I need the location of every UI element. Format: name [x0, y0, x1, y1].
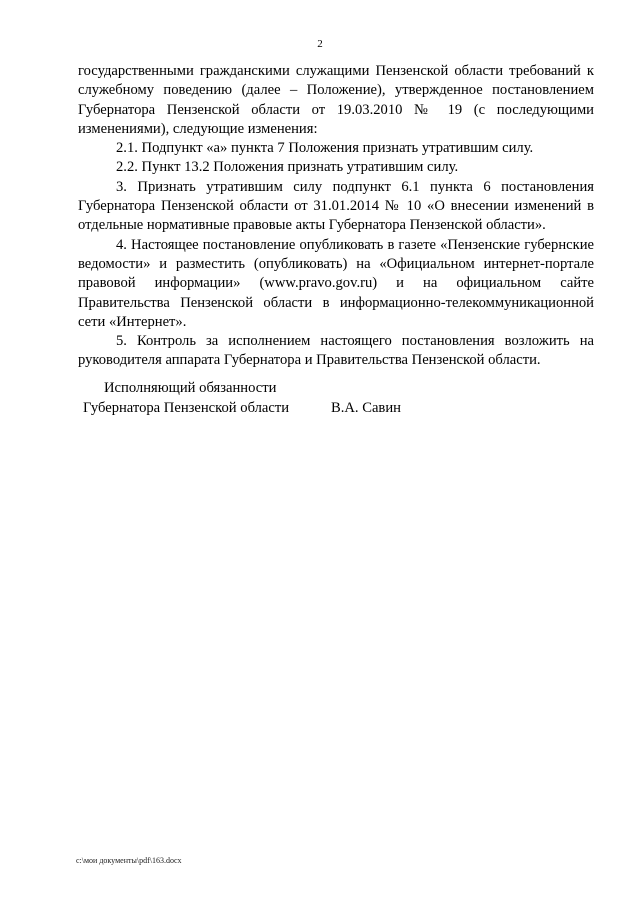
- page-number: 2: [317, 38, 323, 50]
- document-body: [78, 62, 594, 371]
- paragraph-2-1: 2.1. Подпункт «а» пункта 7 Положения признать утратившим силу.: [116, 140, 534, 157]
- footer-file-path: c:\мои документы\pdf\163.docx: [76, 856, 182, 865]
- signature-title-line2: Губернатора Пензенской области: [83, 400, 290, 416]
- paragraph-5: 5. Контроль за исполнением настоящего постановления возложить на руководителя аппарата Губернатора и Правительства Пензенской области.: [78, 333, 594, 369]
- paragraph-4: 4. Настоящее постановление опубликовать в газете «Пензенские губернские ведомости» и разместить (опубликовать) на «Официальном интернет-портале правовой информации» (www.pravo.gov.ru) и на официальном сайте Правительства Пензенской области в информационно-телекоммуникационной сети «Интернет».: [78, 236, 594, 330]
- paragraph-intro: государственными гражданскими служащими Пензенской области требований к служебному поведению (далее – Положение), утвержденное постановлением Губернатора Пензенской области от 19.03.2010 № 19 (с последующими изменениями), следующие изменения:: [78, 63, 594, 137]
- paragraph-3: 3. Признать утратившим силу подпункт 6.1 пункта 6 постановления Губернатора Пензенской области от 31.01.2014 № 10 «О внесении изменений в отдельные нормативные правовые акты Губернатора Пензенской области».: [78, 178, 594, 234]
- signature-title-line1: Исполняющий обязанности: [104, 380, 277, 396]
- signature-name: В.А. Савин: [331, 400, 401, 416]
- paragraph-2-2: 2.2. Пункт 13.2 Положения признать утратившим силу.: [116, 159, 459, 176]
